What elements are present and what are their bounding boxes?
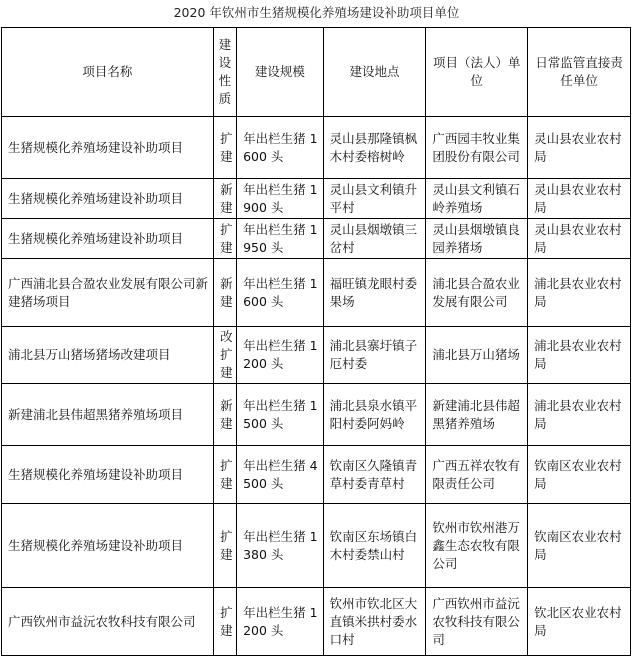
legal-unit-cell: 钦州市钦州港万鑫生态农牧有限公司 xyxy=(426,504,528,588)
table-row xyxy=(2,504,631,588)
construction-type-cell: 新建 xyxy=(213,384,236,446)
table-row xyxy=(2,179,631,219)
construction-location-cell: 浦北县寨圩镇子厄村委 xyxy=(323,327,426,384)
legal-unit-cell: 广西钦州市益沅农牧科技有限公司 xyxy=(426,588,528,656)
table-row xyxy=(2,588,631,656)
supervisor-cell: 灵山县农业农村局 xyxy=(528,219,631,259)
construction-type-cell: 新建 xyxy=(213,179,236,219)
project-name-cell: 广西浦北县合盈农业发展有限公司新建猪场项目 xyxy=(2,259,214,327)
construction-location-cell: 浦北县泉水镇平阳村委阿妈岭 xyxy=(323,384,426,446)
construction-scale-cell: 年出栏生猪 1900 头 xyxy=(237,179,324,219)
table-row xyxy=(2,384,631,446)
project-name-cell: 生猪规模化养殖场建设补助项目 xyxy=(2,179,214,219)
construction-type-cell: 改扩建 xyxy=(213,327,236,384)
table-row xyxy=(2,219,631,259)
table-row xyxy=(2,446,631,504)
header-construction-type: 建设性质 xyxy=(213,28,236,117)
construction-scale-cell: 年出栏生猪 1200 头 xyxy=(237,588,324,656)
construction-scale-cell: 年出栏生猪 1200 头 xyxy=(237,327,324,384)
supervisor-cell: 浦北县农业农村局 xyxy=(528,384,631,446)
header-construction-scale: 建设规模 xyxy=(237,28,324,117)
supervisor-cell: 钦北区农业农村局 xyxy=(528,588,631,656)
header-legal-unit: 项目（法人）单位 xyxy=(426,28,528,117)
supervisor-cell: 钦南区农业农村局 xyxy=(528,504,631,588)
construction-scale-cell: 年出栏生猪 1600 头 xyxy=(237,259,324,327)
construction-type-cell: 扩建 xyxy=(213,588,236,656)
legal-unit-cell: 浦北县万山猪场 xyxy=(426,327,528,384)
legal-unit-cell: 广西园丰牧业集团股份有限公司 xyxy=(426,117,528,179)
legal-unit-cell: 灵山县烟墩镇良园养猪场 xyxy=(426,219,528,259)
table-row xyxy=(2,117,631,179)
construction-location-cell: 钦南区久隆镇青草村委青草村 xyxy=(323,446,426,504)
construction-location-cell: 灵山县烟墩镇三岔村 xyxy=(323,219,426,259)
project-name-cell: 生猪规模化养殖场建设补助项目 xyxy=(2,117,214,179)
legal-unit-cell: 新建浦北县伟超黑猪养殖场 xyxy=(426,384,528,446)
construction-type-cell: 扩建 xyxy=(213,219,236,259)
supervisor-cell: 浦北县农业农村局 xyxy=(528,327,631,384)
supervisor-cell: 灵山县农业农村局 xyxy=(528,179,631,219)
supervisor-cell: 灵山县农业农村局 xyxy=(528,117,631,179)
project-name-cell: 生猪规模化养殖场建设补助项目 xyxy=(2,504,214,588)
project-name-cell: 广西钦州市益沅农牧科技有限公司 xyxy=(2,588,214,656)
construction-scale-cell: 年出栏生猪 1600 头 xyxy=(237,117,324,179)
supervisor-cell: 钦南区农业农村局 xyxy=(528,446,631,504)
construction-location-cell: 灵山县文利镇升平村 xyxy=(323,179,426,219)
construction-location-cell: 钦州市钦北区大直镇米拱村委水口村 xyxy=(323,588,426,656)
header-project-name: 项目名称 xyxy=(2,28,214,117)
project-table xyxy=(1,27,631,656)
header-construction-location: 建设地点 xyxy=(323,28,426,117)
construction-type-cell: 扩建 xyxy=(213,117,236,179)
construction-type-cell: 扩建 xyxy=(213,446,236,504)
supervisor-cell: 浦北县农业农村局 xyxy=(528,259,631,327)
table-row xyxy=(2,327,631,384)
project-name-cell: 生猪规模化养殖场建设补助项目 xyxy=(2,446,214,504)
construction-type-cell: 新建 xyxy=(213,259,236,327)
construction-scale-cell: 年出栏生猪 1950 头 xyxy=(237,219,324,259)
project-name-cell: 生猪规模化养殖场建设补助项目 xyxy=(2,219,214,259)
construction-scale-cell: 年出栏生猪 4500 头 xyxy=(237,446,324,504)
construction-location-cell: 钦南区东场镇白木村委禁山村 xyxy=(323,504,426,588)
construction-scale-cell: 年出栏生猪 1380 头 xyxy=(237,504,324,588)
construction-scale-cell: 年出栏生猪 1500 头 xyxy=(237,384,324,446)
table-header-row xyxy=(2,28,631,117)
header-supervisor: 日常监管直接责任单位 xyxy=(528,28,631,117)
legal-unit-cell: 浦北县合盈农业发展有限公司 xyxy=(426,259,528,327)
table-title: 2020 年钦州市生猪规模化养殖场建设补助项目单位 xyxy=(173,5,460,20)
construction-type-cell: 扩建 xyxy=(213,504,236,588)
construction-location-cell: 福旺镇龙眼村委果场 xyxy=(323,259,426,327)
project-name-cell: 新建浦北县伟超黑猪养殖场项目 xyxy=(2,384,214,446)
legal-unit-cell: 广西五祥农牧有限责任公司 xyxy=(426,446,528,504)
construction-location-cell: 灵山县那隆镇枫木村委榕树岭 xyxy=(323,117,426,179)
legal-unit-cell: 灵山县文利镇石岭养殖场 xyxy=(426,179,528,219)
table-row xyxy=(2,259,631,327)
project-name-cell: 浦北县万山猪场猪场改建项目 xyxy=(2,327,214,384)
